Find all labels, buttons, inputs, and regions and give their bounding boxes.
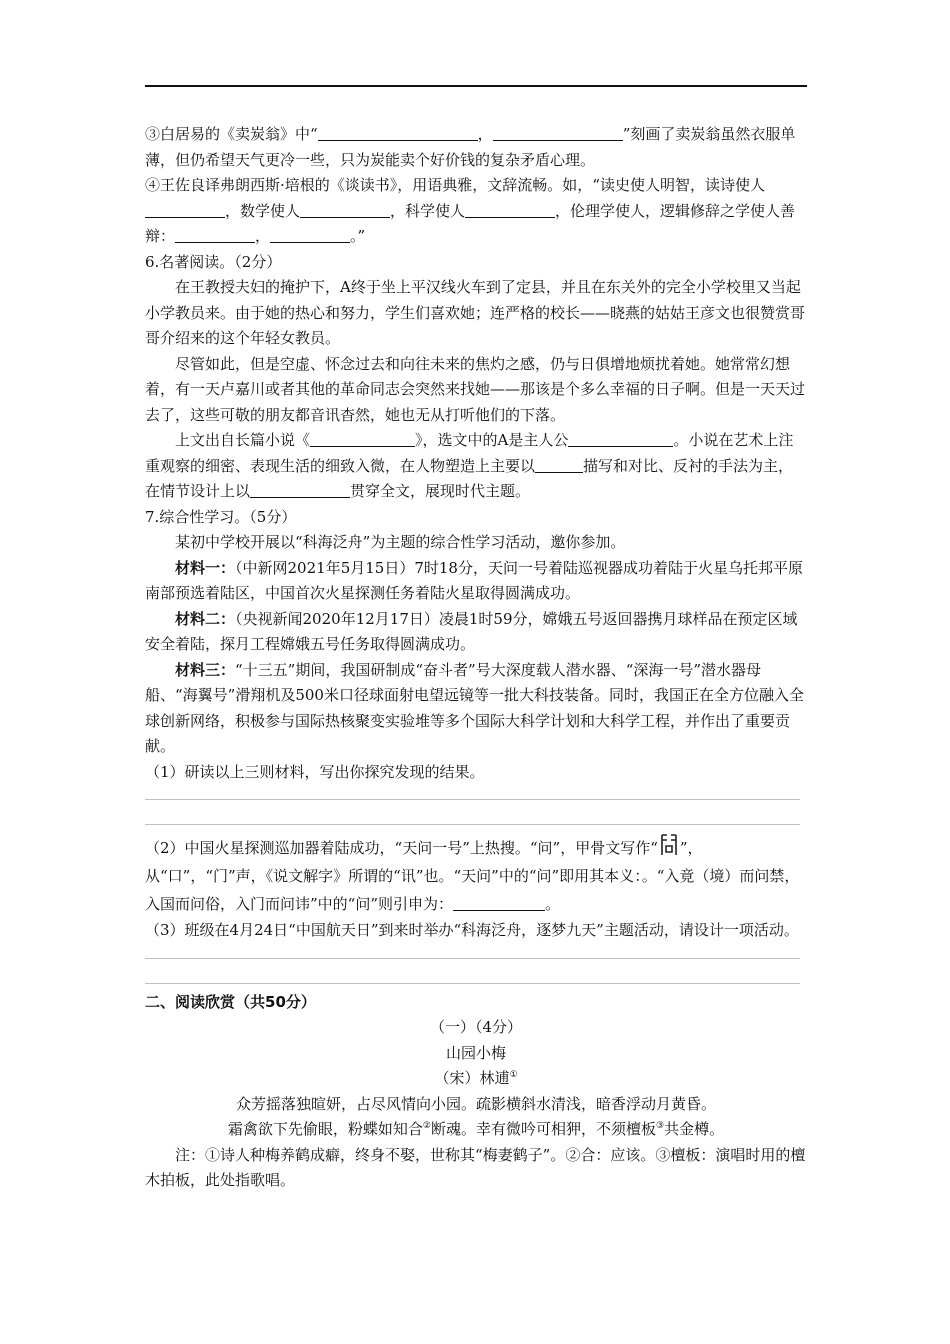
- question-3: ③白居易的《卖炭翁》中“ ， ”刻画了卖炭翁虽然衣服单薄，但仍希望天气更冷一些，只为炭能卖个好价钱的复杂矛盾心理。: [145, 125, 796, 169]
- question-6-paragraph: 尽管如此，但是空虚、怀念过去和向往未来的焦灼之感，仍与日俱增地烦扰着她。她常常幻想着，有一天卢嘉川或者其他的革命同志会突然来找她——那该是个多么幸福的日子啊。但是一天天过去了，这些可敬的朋友都音讯杳然，她也无从打听他们的下落。: [145, 354, 806, 424]
- question-6-paragraph: 在王教授夫妇的掩护下，A终于坐上平汉线火车到了定县，并且在东关外的完全小学校里又当起小学教员来。由于她的热心和努力，学生们喜欢她；连严格的校长——晓燕的姑姑王彦文也很赞赏哥哥介绍来的这个年轻女教员。: [145, 278, 806, 347]
- question-7-intro: 某初中学校开展以“科海泛舟”为主题的综合性学习活动，邀你参加。: [175, 533, 626, 551]
- material-2: 材料二：（央视新闻2020年12月17日）凌晨1时59分，嫦娥五号返回器携月球样品在预定区域安全着陆，探月工程嫦娥五号任务取得圆满成功。: [145, 609, 798, 653]
- answer-blank[interactable]: [300, 202, 390, 218]
- answer-blank[interactable]: [318, 125, 478, 141]
- answer-blank[interactable]: [568, 431, 673, 447]
- poem-author: （宋）林逋①: [434, 1069, 518, 1087]
- section-heading: 二、阅读欣赏（共50分）: [145, 992, 316, 1011]
- material-1: 材料一：（中新网2021年5月15日）7时18分，天问一号着陆巡视器成功着陆于火星乌托邦平原南部预选着陆区，中国首次火星探测任务着陆火星取得圆满成功。: [145, 558, 803, 602]
- answer-blank[interactable]: [270, 227, 350, 243]
- answer-blank[interactable]: [453, 895, 545, 911]
- part-title: （一）（4分）: [429, 1018, 523, 1036]
- answer-blank[interactable]: [310, 431, 415, 447]
- answer-blank[interactable]: [493, 125, 623, 141]
- answer-blank[interactable]: [175, 227, 255, 243]
- header-rule: [145, 85, 807, 87]
- footnote-marker: ②: [422, 1121, 431, 1131]
- answer-blank[interactable]: [535, 457, 583, 473]
- footnote-marker: ①: [509, 1070, 518, 1080]
- poem-notes: 注：①诗人种梅养鹤成癖，终身不娶，世称其“梅妻鹤子”。②合：应该。③檀板：演唱时用的檀木拍板，此处指歌唱。: [145, 1145, 806, 1189]
- footnote-marker: ③: [656, 1121, 665, 1131]
- answer-blank[interactable]: [145, 202, 225, 218]
- sub-question-3: （3）班级在4月24日“中国航天日”到来时举办“科海泛舟，逐梦九天”主题活动，请设计一项活动。: [145, 921, 799, 939]
- sub-question-2: （2）中国火星探测巡加器着陆成功，“天问一号”上热搜。“问”，甲骨文写作“ ”，从“口”，“门”声，《说文解字》所谓的“讯”也。“天问”中的“问”即用其本义：。“入竟（境）而问禁，入国而问俗，入门而问讳”中的“问”则引申为： 。: [145, 833, 807, 918]
- document-body: [145, 122, 807, 1194]
- oracle-bone-wen-glyph: [658, 833, 680, 859]
- answer-blank[interactable]: [465, 202, 555, 218]
- poem-line: 霜禽欲下先偷眼，粉蝶如知合②断魂。幸有微吟可相狎，不须檀板③共金樽。: [227, 1120, 725, 1138]
- question-7-title: 7.综合性学习。（5分）: [145, 507, 297, 526]
- question-4: ④王佐良译弗朗西斯·培根的《谈读书》，用语典雅，文辞流畅。如，“读史使人明智，读诗使人，数学使人 ，科学使人 ，伦理学使人，逻辑修辞之学使人善辩： ， 。”: [145, 176, 796, 245]
- poem-line: 众芳摇落独暄妍，占尽风情向小园。疏影横斜水清浅，暗香浮动月黄昏。: [235, 1094, 716, 1113]
- answer-blank[interactable]: [250, 482, 350, 498]
- sub-question-1: （1）研读以上三则材料，写出你探究发现的结果。: [145, 762, 485, 781]
- poem-title: 山园小梅: [445, 1043, 506, 1062]
- question-6-title: 6.名著阅读。（2分）: [145, 252, 282, 271]
- material-3: 材料三：“十三五”期间，我国研制成“奋斗者”号大深度载人潜水器、“深海一号”潜水器母船、“海翼号”滑翔机及500米口径球面射电望远镜等一批大科技装备。同时，我国正在全方位融入全球创新网络，积极参与国际热核聚变实验堆等多个国际大科学计划和大科学工程，并作出了重要贡献。: [145, 660, 804, 755]
- question-6-prompt: 上文出自长篇小说《 》，选文中的A是主人公 。小说在艺术上注重观察的细密、表现生活的细致入微，在人物塑造上主要以 描写和对比、反衬的手法为主，在情节设计上以 贯穿全文，展现时代主题。: [145, 431, 794, 500]
